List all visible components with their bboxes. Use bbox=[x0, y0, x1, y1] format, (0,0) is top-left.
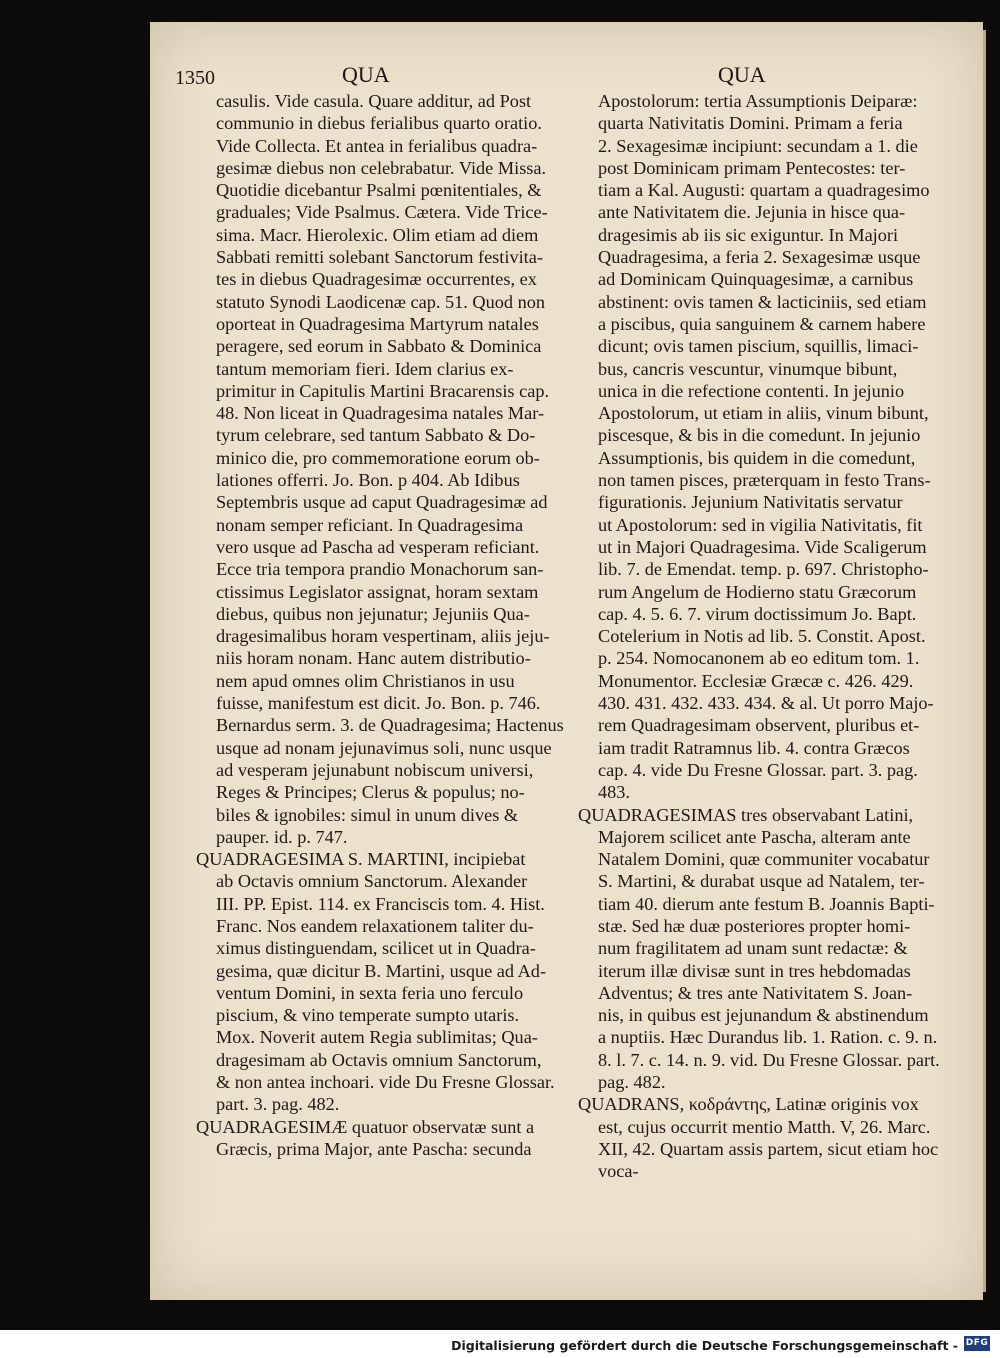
text-line: nem apud omnes olim Christianos in usu bbox=[216, 670, 515, 691]
text-line: diebus, quibus non jejunatur; Jejuniis Qua- bbox=[216, 603, 530, 624]
text-line: a nuptiis. Hæc Durandus lib. 1. Ration. c. 9. n. bbox=[598, 1027, 938, 1048]
text-line: pauper. id. p. 747. bbox=[216, 826, 348, 847]
text-line: Mox. Noverit autem Regia sublimitas; Qua- bbox=[216, 1027, 538, 1048]
text-line: Bernardus serm. 3. de Quadragesima; Hactenus bbox=[216, 715, 564, 736]
text-line: sima. Macr. Hierolexic. Olim etiam ad diem bbox=[216, 224, 539, 245]
text-line: Quadragesima, a feria 2. Sexagesimæ usque bbox=[598, 247, 921, 268]
text-line: ad vesperam jejunabunt nobiscum universi, bbox=[216, 759, 534, 780]
text-line: est, cujus occurrit mentio Matth. V, 26. Marc. bbox=[598, 1116, 931, 1137]
text-line: dragesimalibus horam vespertinam, aliis jeju- bbox=[216, 626, 550, 647]
text-line: 2. Sexagesimæ incipiunt: secundam a 1. die bbox=[598, 135, 918, 156]
text-line: ctissimus Legislator assignat, horam sextam bbox=[216, 581, 539, 602]
text-line: III. PP. Epist. 114. ex Franciscis tom. 4. Hist. bbox=[216, 893, 545, 914]
dfg-logo: DFG bbox=[964, 1336, 990, 1351]
text-line: cap. 4. 5. 6. 7. virum doctissimum Jo. Bapt. bbox=[598, 603, 917, 624]
text-line: Reges & Principes; Clerus & populus; no- bbox=[216, 782, 525, 803]
text-line: non tamen pisces, præterquam in festo Trans- bbox=[598, 470, 931, 491]
text-line: dragesimis ab iis sic exiguntur. In Majori bbox=[598, 224, 899, 245]
text-line: rem Quadragesimam observent, pluribus et- bbox=[598, 715, 920, 736]
funding-note: Digitalisierung gefördert durch die Deutsche Forschungsgemeinschaft - bbox=[451, 1338, 958, 1353]
text-line: post Dominicam primam Pentecostes: ter- bbox=[598, 157, 906, 178]
text-line: Quotidie dicebantur Psalmi pœnitentiales, & bbox=[216, 180, 542, 201]
text-line: p. 254. Nomocanonem ab eo editum tom. 1. bbox=[598, 648, 920, 669]
text-line: dragesimam ab Octavis omnium Sanctorum, bbox=[216, 1049, 542, 1070]
text-line: QUADRAGESIMA S. MARTINI, incipiebat bbox=[196, 849, 526, 870]
text-line: lib. 7. de Emendat. temp. p. 697. Christopho- bbox=[598, 559, 929, 580]
text-line: QUADRANS, κοδράντης, Latinæ originis vox bbox=[578, 1094, 919, 1115]
text-line: Septembris usque ad caput Quadragesimæ ad bbox=[216, 492, 548, 513]
text-line: tiam a Kal. Augusti: quartam a quadragesimo bbox=[598, 180, 930, 201]
text-line: gesimæ diebus non celebrabatur. Vide Missa. bbox=[216, 157, 547, 178]
text-line: dicunt; ovis tamen piscium, squillis, limaci- bbox=[598, 336, 919, 357]
text-line: Cotelerium in Notis ad lib. 5. Constit. Apost. bbox=[598, 626, 926, 647]
text-line: ventum Domini, in sexta feria uno ferculo bbox=[216, 982, 524, 1003]
text-line: & non antea inchoari. vide Du Fresne Glossar. bbox=[216, 1072, 555, 1093]
text-line: ante Nativitatem die. Jejunia in hisce qua- bbox=[598, 202, 906, 223]
text-line: Sabbati remitti solebant Sanctorum festivita- bbox=[216, 247, 543, 268]
text-line: ut Apostolorum: sed in vigilia Nativitatis, fit bbox=[598, 514, 923, 535]
page-edge bbox=[983, 30, 986, 1292]
text-line: QUADRAGESIMÆ quatuor observatæ sunt a bbox=[196, 1116, 535, 1137]
text-line: gesima, quæ dicitur B. Martini, usque ad Ad- bbox=[216, 960, 547, 981]
running-head-right: QUA bbox=[718, 62, 766, 87]
text-line: primitur in Capitulis Martini Bracarensis cap. bbox=[216, 380, 550, 401]
text-line: piscium, & vino temperate sumpto utaris. bbox=[216, 1005, 520, 1026]
text-line: iterum illæ divisæ sunt in tres hebdomadas bbox=[598, 960, 911, 981]
text-line: bus, cancris vescuntur, vinumque bibunt, bbox=[598, 358, 898, 379]
text-line: minico die, pro commemoratione eorum ob- bbox=[216, 447, 540, 468]
text-line: graduales; Vide Psalmus. Cætera. Vide Trice- bbox=[216, 202, 548, 223]
text-line: Majorem scilicet ante Pascha, alteram ante bbox=[598, 826, 911, 847]
text-line: XII, 42. Quartam assis partem, sicut etiam hoc bbox=[598, 1138, 939, 1159]
text-line: biles & ignobiles: simul in unum dives & bbox=[216, 804, 519, 825]
text-line: S. Martini, & durabat usque ad Natalem, ter- bbox=[598, 871, 925, 892]
text-line: 430. 431. 432. 433. 434. & al. Ut porro Majo- bbox=[598, 693, 934, 714]
text-line: ad Dominicam Quinquagesimæ, a carnibus bbox=[598, 269, 914, 290]
text-line: 8. l. 7. c. 14. n. 9. vid. Du Fresne Glossar. part. bbox=[598, 1049, 940, 1070]
text-line: rum Angelum de Hodierno statu Græcorum bbox=[598, 581, 917, 602]
text-line: a piscibus, quia sanguinem & carnem habere bbox=[598, 313, 926, 334]
text-line: tes in diebus Quadragesimæ occurrentes, ex bbox=[216, 269, 537, 290]
text-line: num fragilitatem ad unam sunt redactæ: & bbox=[598, 938, 908, 959]
right-text-column bbox=[578, 90, 964, 1183]
text-line: ximus distinguendam, scilicet ut in Quadra- bbox=[216, 938, 536, 959]
text-line: usque ad nonam jejunavimus soli, nunc usque bbox=[216, 737, 552, 758]
text-line: communio in diebus ferialibus quarto oratio. bbox=[216, 113, 542, 134]
text-line: iam tradit Ratramnus lib. 4. contra Græcos bbox=[598, 737, 910, 758]
text-line: ut in Majori Quadragesima. Vide Scaligerum bbox=[598, 536, 927, 557]
text-line: figurationis. Jejunium Nativitatis servatur bbox=[598, 492, 903, 513]
text-line: Franc. Nos eandem relaxationem taliter du- bbox=[216, 915, 534, 936]
text-line: abstinent: ovis tamen & lacticiniis, sed etiam bbox=[598, 291, 927, 312]
text-line: ab Octavis omnium Sanctorum. Alexander bbox=[216, 871, 528, 892]
text-line: Monumentor. Ecclesiæ Græcæ c. 426. 429. bbox=[598, 670, 914, 691]
page-number: 1350 bbox=[175, 67, 215, 89]
text-line: nis, in quibus est jejunandum & abstinendum bbox=[598, 1005, 929, 1026]
text-line: quarta Nativitatis Domini. Primam a feria bbox=[598, 113, 903, 134]
text-line: unica in die refectione contenti. In jejunio bbox=[598, 380, 905, 401]
text-line: peragere, sed eorum in Sabbato & Dominica bbox=[216, 336, 542, 357]
text-line: Apostolorum, ut etiam in aliis, vinum bibunt, bbox=[598, 403, 929, 424]
text-line: stæ. Sed hæ duæ posteriores propter homi- bbox=[598, 915, 911, 936]
running-head-left: QUA bbox=[342, 62, 390, 87]
text-line: voca- bbox=[598, 1161, 639, 1182]
text-line: Adventus; & tres ante Nativitatem S. Joan- bbox=[598, 982, 913, 1003]
text-line: 483. bbox=[598, 782, 630, 803]
text-line: lationes offerri. Jo. Bon. p 404. Ab Idibus bbox=[216, 470, 520, 491]
text-line: tyrum celebrare, sed tantum Sabbato & Do- bbox=[216, 425, 536, 446]
text-line: statuto Synodi Laodicenæ cap. 51. Quod non bbox=[216, 291, 546, 312]
text-line: 48. Non liceat in Quadragesima natales Mar- bbox=[216, 403, 545, 424]
text-line: QUADRAGESIMAS tres observabant Latini, bbox=[578, 804, 914, 825]
text-line: pag. 482. bbox=[598, 1072, 666, 1093]
text-line: nonam semper reficiant. In Quadragesima bbox=[216, 514, 524, 535]
text-line: niis horam nonam. Hanc autem distributio- bbox=[216, 648, 531, 669]
text-line: Natalem Domini, quæ communiter vocabatur bbox=[598, 849, 930, 870]
text-line: tantum memoriam fieri. Idem clarius ex- bbox=[216, 358, 514, 379]
text-line: Ecce tria tempora prandio Monachorum san- bbox=[216, 559, 544, 580]
text-line: Vide Collecta. Et antea in ferialibus quadra- bbox=[216, 135, 538, 156]
left-text-column bbox=[196, 90, 568, 1160]
text-line: cap. 4. vide Du Fresne Glossar. part. 3. pag. bbox=[598, 759, 918, 780]
text-line: piscesque, & bis in die comedunt. In jejunio bbox=[598, 425, 921, 446]
text-line: fuisse, manifestum est dicit. Jo. Bon. p. 746. bbox=[216, 693, 541, 714]
text-line: part. 3. pag. 482. bbox=[216, 1094, 340, 1115]
text-line: casulis. Vide casula. Quare additur, ad Post bbox=[216, 91, 532, 111]
text-line: Assumptionis, bis quidem in die comedunt, bbox=[598, 447, 916, 468]
text-line: oporteat in Quadragesima Martyrum natales bbox=[216, 313, 539, 334]
text-line: Græcis, prima Major, ante Pascha: secunda bbox=[216, 1138, 532, 1159]
text-line: vero usque ad Pascha ad vesperam reficiant. bbox=[216, 536, 540, 557]
text-line: tiam 40. dierum ante festum B. Joannis Bapti- bbox=[598, 893, 935, 914]
text-line: Apostolorum: tertia Assumptionis Deiparæ: bbox=[598, 91, 918, 111]
